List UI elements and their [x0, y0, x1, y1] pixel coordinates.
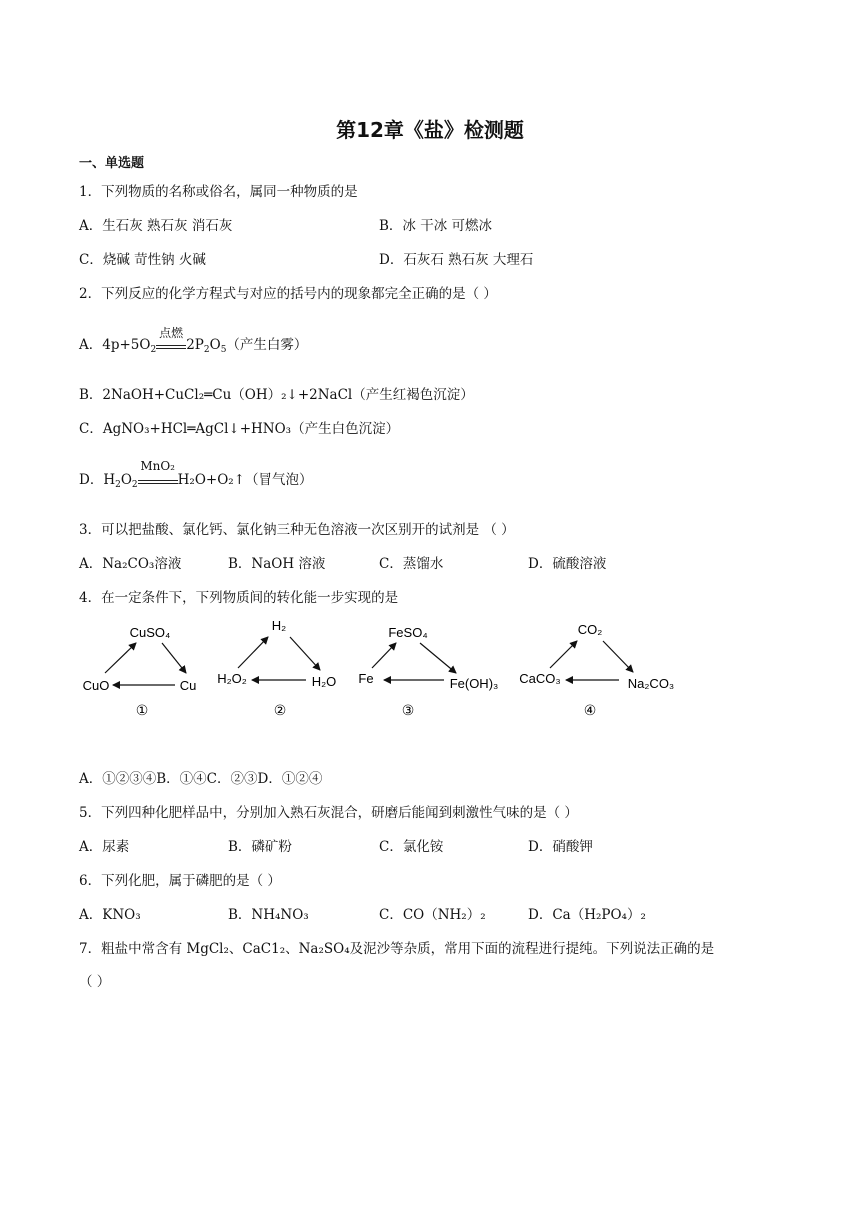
diagram-4-number: ④ [583, 702, 597, 718]
arrow-top-to-right [162, 643, 186, 673]
question-7-stem-continued: （ ） [79, 974, 111, 990]
equation-d-arrow [138, 458, 178, 488]
section-heading: 一、单选题 [79, 156, 145, 171]
diagram-1-top: CuSO₄ [129, 625, 171, 640]
question-1-option-b: B．冰 干冰 可燃冰 [379, 218, 493, 234]
arrow-left-to-top [238, 637, 268, 668]
diagram-3-top: FeSO₄ [388, 625, 428, 640]
subscript: 2 [203, 345, 210, 355]
question-6-stem: 6．下列化肥，属于磷肥的是（ ） [79, 873, 281, 889]
question-1-option-c: C．烧碱 苛性钠 火碱 [79, 252, 206, 268]
diagram-4-right: Na₂CO₃ [627, 676, 675, 691]
diagram-3-left: Fe [358, 671, 374, 686]
conversion-diagrams [0, 610, 860, 725]
diagram-3 [358, 625, 498, 718]
arrow-top-to-right [603, 641, 633, 672]
diagram-4-left: CaCO₃ [519, 671, 561, 686]
question-1-option-d: D．石灰石 熟石灰 大理石 [379, 252, 534, 268]
question-2-option-a: A．$4p+5O_2$ 点燃 $2P_2O_5$（产生白雾） [79, 325, 308, 355]
diagram-2-right: H₂O [311, 674, 337, 689]
equals-bar-bottom [156, 348, 186, 349]
arrow-top-to-right [290, 637, 320, 670]
question-2-option-d: D．$H_2O_2$ MnO₂ H₂O+O₂↑（冒气泡） [79, 458, 313, 490]
question-5-option-a: A．尿素 [79, 839, 130, 855]
question-6-option-d: D．Ca（H₂PO₄）₂ [528, 907, 646, 923]
question-5-option-b: B．磷矿粉 [228, 839, 292, 855]
question-4-stem: 4．在一定条件下，下列物质间的转化能一步实现的是 [79, 590, 399, 606]
question-6-option-c: C．CO（NH₂）₂ [379, 907, 486, 923]
question-4-options: A．①②③④B．①④C．②③D．①②④ [79, 771, 323, 787]
equals-bar-top [138, 480, 178, 481]
question-3-option-d: D．硫酸溶液 [528, 556, 607, 572]
arrow-left-to-top [372, 643, 396, 668]
diagram-2-number: ② [273, 702, 287, 718]
question-3-option-c: C．蒸馏水 [379, 556, 444, 572]
diagram-3-right: Fe(OH)₃ [449, 676, 499, 691]
question-5-option-d: D．硝酸钾 [528, 839, 593, 855]
equation-a-reactants: A．4p+5O [79, 337, 151, 353]
diagram-2-top: H₂ [271, 618, 287, 633]
diagram-4-top: CO₂ [577, 622, 603, 637]
question-2-stem: 2．下列反应的化学方程式与对应的括号内的现象都完全正确的是（ ） [79, 286, 497, 302]
diagram-1-right: Cu [179, 678, 197, 693]
diagram-3-number: ③ [401, 702, 415, 718]
question-3-option-a: A．Na₂CO₃溶液 [79, 556, 182, 572]
reaction-condition: 点燃 [159, 325, 184, 340]
reaction-condition: MnO₂ [140, 458, 175, 473]
diagram-1-left: CuO [82, 678, 110, 693]
equals-bar-bottom [138, 483, 178, 484]
question-6-option-a: A．KNO₃ [79, 907, 141, 923]
diagram-2-left: H₂O₂ [217, 671, 247, 686]
question-6-option-b: B．NH₄NO₃ [228, 907, 309, 923]
question-2-option-b: B．2NaOH+CuCl₂═Cu（OH）₂↓+2NaCl（产生红褐色沉淀） [79, 387, 474, 403]
arrow-left-to-top [550, 641, 577, 668]
subscript: 5 [220, 345, 227, 355]
arrow-top-to-right [420, 643, 456, 673]
diagram-2 [217, 618, 336, 718]
question-1-option-a: A．生石灰 熟石灰 消石灰 [79, 218, 233, 234]
question-3-stem: 3．可以把盐酸、氯化钙、氯化钠三种无色溶液一次区别开的试剂是 （ ） [79, 522, 515, 538]
diagram-4 [519, 622, 674, 718]
arrow-left-to-top [105, 643, 136, 673]
subscript: 2 [131, 480, 138, 490]
question-3-option-b: B．NaOH 溶液 [228, 556, 326, 572]
question-5-stem: 5．下列四种化肥样品中，分别加入熟石灰混合，研磨后能闻到刺激性气味的是（ ） [79, 805, 578, 821]
equation-d-products: H₂O+O₂↑（冒气泡） [177, 472, 313, 488]
question-7-stem: 7．粗盐中常含有 MgCl₂、CaC1₂、Na₂SO₄及泥沙等杂质，常用下面的流程进行提纯。下列说法正确的是 [79, 941, 715, 957]
question-2-option-c: C．AgNO₃+HCl═AgCl↓+HNO₃（产生白色沉淀） [79, 421, 400, 437]
equation-a-phenomenon: （产生白雾） [226, 337, 308, 353]
question-5-option-c: C．氯化铵 [379, 839, 444, 855]
equation-a-arrow [156, 325, 186, 353]
equation-a-products: 2P [186, 337, 204, 353]
subscript: 2 [115, 480, 121, 490]
equals-bar-top [156, 345, 186, 346]
equation-d-reactants: D．H [79, 472, 116, 488]
diagram-1 [83, 625, 197, 718]
diagram-1-number: ① [135, 702, 149, 718]
question-1-stem: 1．下列物质的名称或俗名，属同一种物质的是 [79, 184, 358, 200]
page-title: 第12章《盐》检测题 [336, 118, 524, 142]
subscript: 2 [150, 345, 157, 355]
